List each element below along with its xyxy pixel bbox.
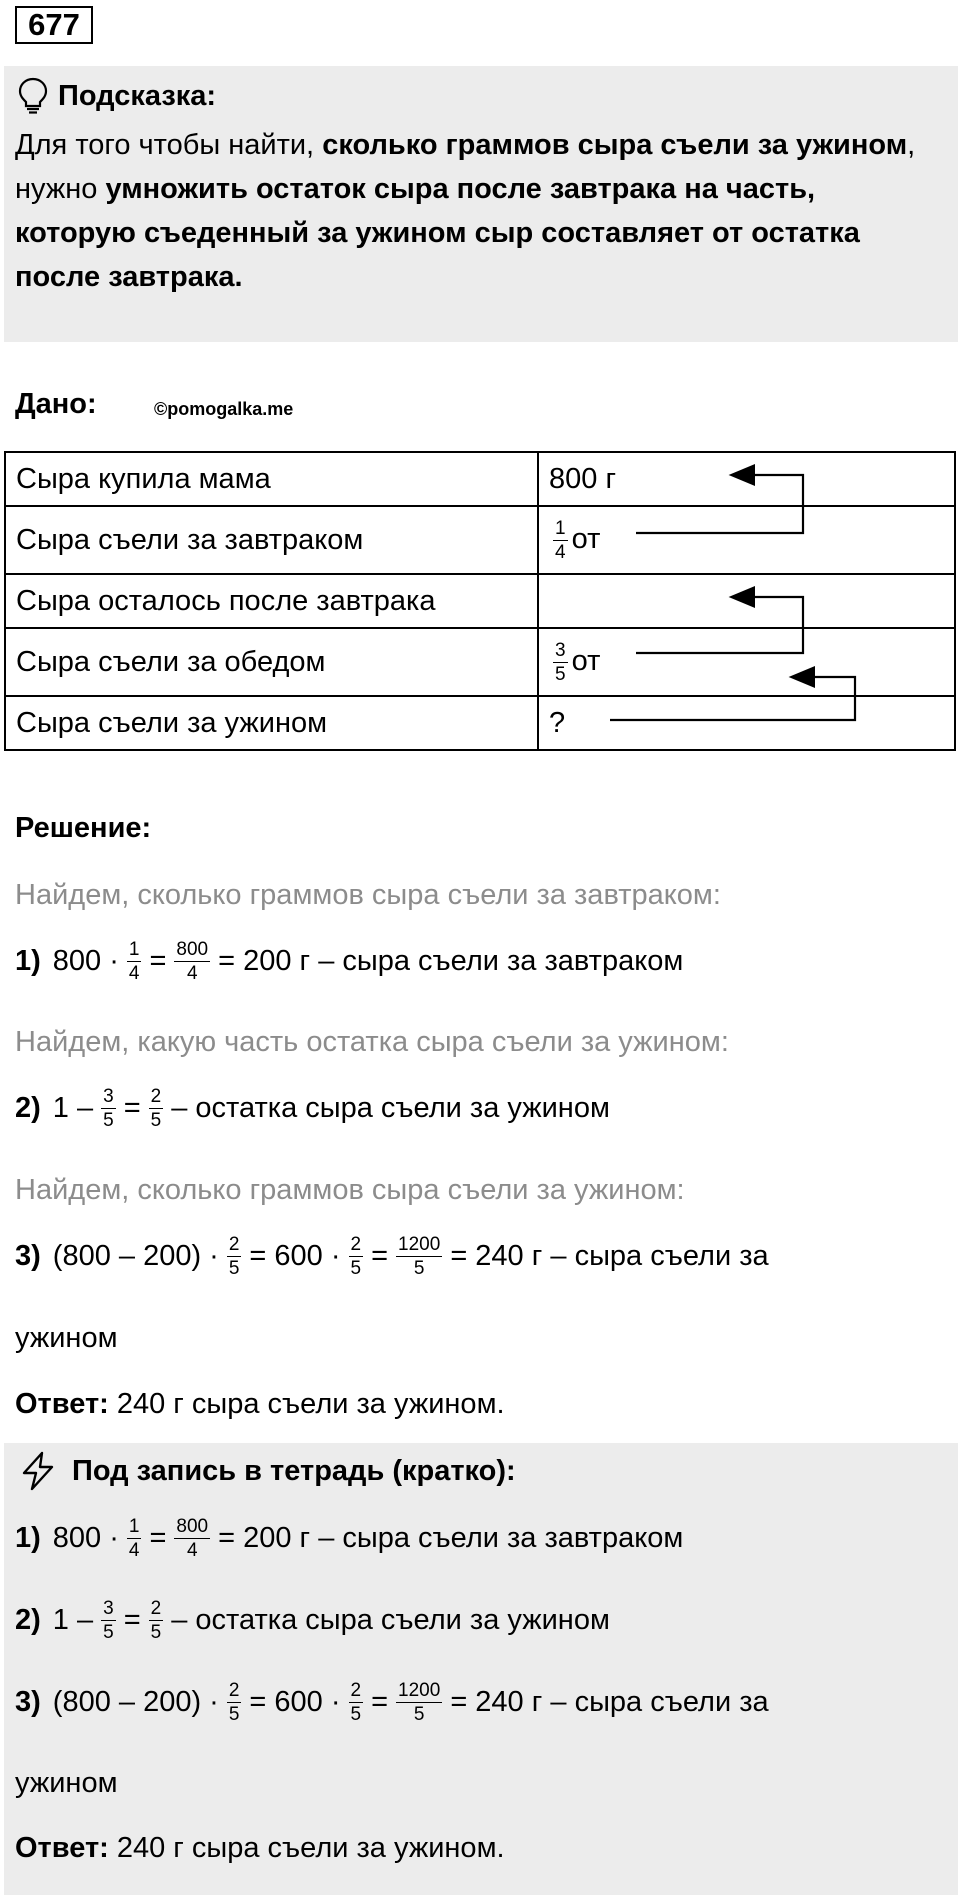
short-answer-line: Ответ: 240 г сыра съели за ужином. <box>15 1832 505 1864</box>
fraction: $\frac{2}{5}$ <box>350 1234 362 1279</box>
fraction: $\frac{3}{5}$ <box>555 639 566 685</box>
fraction: $\frac{2}{5}$ <box>350 1680 362 1725</box>
fraction: $\frac{1}{4}$ <box>128 1516 140 1561</box>
short-record-panel <box>4 1443 958 1895</box>
hint-title: Подсказка: <box>58 79 217 112</box>
given-title: Дано: <box>15 388 97 420</box>
fraction: $\frac{1200}{5}$ <box>398 1234 441 1279</box>
fraction: $\frac{3}{5}$ <box>103 1598 114 1643</box>
arrow-lunch-to-left <box>636 597 803 653</box>
lightning-icon <box>18 1451 58 1491</box>
table-cell-value: $\frac{3}{5}$ от <box>538 628 955 696</box>
short-step-1: 1) 800 · $\frac{1}{4}$ = $\frac{800}{4}$ = 200 г – сыра съели за завтраком <box>15 1516 684 1561</box>
copyright-text: ©pomogalka.me <box>154 399 294 419</box>
solution-step-2: 2) 1 – $\frac{3}{5}$ = $\frac{2}{5}$ – остатка сыра съели за ужином <box>15 1086 610 1131</box>
table-cell-label: Сыра съели за ужином <box>5 696 538 750</box>
fraction: $\frac{2}{5}$ <box>228 1234 240 1279</box>
fraction: $\frac{1}{4}$ <box>555 517 566 563</box>
table-arrows <box>0 0 960 760</box>
arrow-dinner-to-lunch <box>610 677 855 720</box>
hint-text: Для того чтобы найти, сколько граммов сыра съели за ужином, нужно умножить остаток сыра после завтрака на часть, которую съеденный за ужином сыр составляет от остатка после завтрака. <box>15 129 916 293</box>
fraction: $\frac{3}{5}$ <box>103 1086 114 1131</box>
solution-step-3-wrap: ужином <box>15 1322 118 1354</box>
table-cell-value: 800 г <box>538 452 955 506</box>
table-cell-label: Сыра осталось после завтрака <box>5 574 538 628</box>
fraction: $\frac{800}{4}$ <box>176 1516 209 1561</box>
solution-hint-1: Найдем, сколько граммов сыра съели за завтраком: <box>15 879 721 911</box>
solution-title: Решение: <box>15 812 152 844</box>
task-number: 677 <box>15 6 93 44</box>
table-cell-label: Сыра купила мама <box>5 452 538 506</box>
table-cell-label: Сыра съели за обедом <box>5 628 538 696</box>
solution-step-1: 1) 800 · $\frac{1}{4}$ = $\frac{800}{4}$ = 200 г – сыра съели за завтраком <box>15 939 684 984</box>
table-cell-label: Сыра съели за завтраком <box>5 506 538 574</box>
answer-line: Ответ: 240 г сыра съели за ужином. <box>15 1388 505 1420</box>
short-step-2: 2) 1 – $\frac{3}{5}$ = $\frac{2}{5}$ – остатка сыра съели за ужином <box>15 1598 610 1643</box>
fraction: $\frac{800}{4}$ <box>176 939 209 984</box>
solution-hint-3: Найдем, сколько граммов сыра съели за ужином: <box>15 1174 685 1206</box>
short-step-3-wrap: ужином <box>15 1767 118 1799</box>
fraction: $\frac{2}{5}$ <box>150 1598 162 1643</box>
short-step-3: 3) (800 – 200) · $\frac{2}{5}$ = 600 · $\frac{2}{5}$ = $\frac{1200}{5}$ = 240 г – сыра съели за <box>15 1680 769 1725</box>
solution-hint-2: Найдем, какую часть остатка сыра съели за ужином: <box>15 1026 729 1058</box>
fraction: $\frac{2}{5}$ <box>150 1086 162 1131</box>
fraction: $\frac{1}{4}$ <box>128 939 140 984</box>
short-record-header <box>18 1449 516 1493</box>
fraction: $\frac{1200}{5}$ <box>398 1680 441 1725</box>
table-cell-value: ? <box>538 696 955 750</box>
short-record-title: Под запись в тетрадь (кратко): <box>72 1454 516 1487</box>
fraction: $\frac{2}{5}$ <box>228 1680 240 1725</box>
arrow-breakfast-to-bought <box>636 475 803 533</box>
solution-step-3: 3) (800 – 200) · $\frac{2}{5}$ = 600 · $\frac{2}{5}$ = $\frac{1200}{5}$ = 240 г – сыра съели за <box>15 1234 769 1279</box>
table-cell-value: $\frac{1}{4}$ от <box>538 506 955 574</box>
